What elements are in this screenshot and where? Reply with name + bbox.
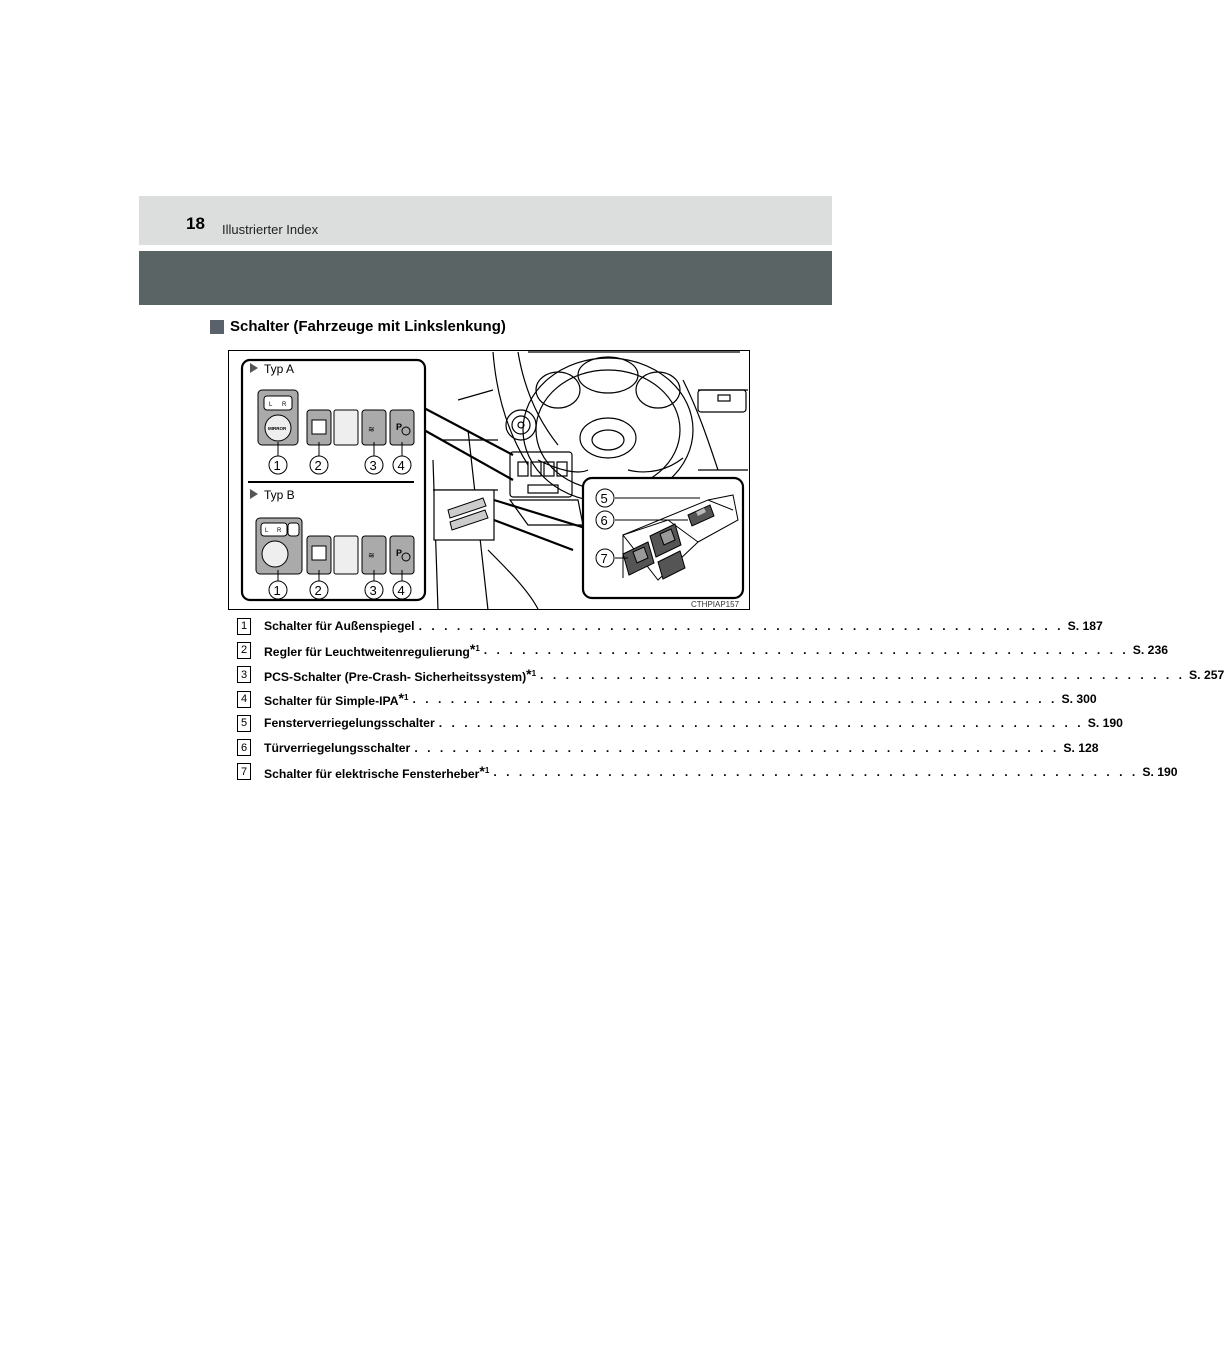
square-bullet-icon	[210, 320, 224, 334]
leader-dots: . . . . . . . . . . . . . . . . . . . . . . . . . . . . . . . . . . . . . . . . . . . . . . . . . . .	[412, 692, 1058, 707]
svg-text:4: 4	[397, 583, 405, 598]
svg-text:P: P	[396, 548, 403, 558]
item-number: 7	[237, 763, 251, 780]
item-number: 4	[237, 691, 251, 708]
figure-code: CTHPIAP157	[691, 600, 740, 609]
leader-dots: . . . . . . . . . . . . . . . . . . . . . . . . . . . . . . . . . . . . . . . . . . . . . . . . . . .	[438, 716, 1084, 731]
page-reference[interactable]: S. 190	[1142, 764, 1178, 779]
item-label: Schalter für Außenspiegel	[264, 619, 415, 634]
leader-dots: . . . . . . . . . . . . . . . . . . . . . . . . . . . . . . . . . . . . . . . . . . . . . . . . . . .	[540, 667, 1186, 682]
leader-dots: . . . . . . . . . . . . . . . . . . . . . . . . . . . . . . . . . . . . . . . . . . . . . . . . . . .	[483, 643, 1129, 658]
svg-text:R: R	[282, 402, 287, 408]
svg-text:6: 6	[600, 513, 608, 528]
page-reference[interactable]: S. 300	[1061, 692, 1097, 707]
list-item	[237, 760, 1178, 784]
typ-b-label: Typ B	[264, 488, 295, 502]
list-item	[237, 638, 1169, 662]
page-reference[interactable]: S. 187	[1067, 619, 1103, 634]
item-label: Regler für Leuchtweitenregulierung$^{*1}$	[264, 641, 480, 660]
svg-text:P: P	[396, 422, 403, 432]
header-band	[139, 251, 832, 305]
svg-text:2: 2	[314, 458, 322, 473]
list-item	[237, 614, 1103, 638]
item-number: 6	[237, 739, 251, 756]
svg-text:2: 2	[314, 583, 322, 598]
page-number: 18	[186, 214, 205, 233]
item-label: PCS-Schalter (Pre-Crash- Sicherheitssystem)$^{*1}$	[264, 665, 537, 684]
mirror-label: MIRROR	[268, 426, 287, 431]
item-number: 3	[237, 666, 251, 683]
svg-text:1: 1	[273, 583, 281, 598]
svg-text:R: R	[277, 528, 282, 534]
switch-illustration	[228, 350, 750, 610]
list-item	[237, 735, 1099, 759]
svg-text:L: L	[269, 402, 273, 408]
typ-a-label: Typ A	[264, 362, 295, 376]
section-heading	[210, 318, 506, 335]
leader-dots: . . . . . . . . . . . . . . . . . . . . . . . . . . . . . . . . . . . . . . . . . . . . . . . . . . .	[418, 619, 1064, 634]
svg-text:3: 3	[369, 583, 377, 598]
svg-text:≋: ≋	[368, 551, 375, 560]
item-label: Fensterverriegelungsschalter	[264, 716, 435, 731]
list-item	[237, 663, 1224, 687]
item-label: Schalter für elektrische Fensterheber$^{*1}$	[264, 762, 490, 781]
svg-text:≋: ≋	[368, 425, 375, 434]
svg-text:7: 7	[600, 551, 608, 566]
item-label: Türverriegelungsschalter	[264, 740, 411, 755]
index-list	[237, 614, 1224, 784]
leader-dots: . . . . . . . . . . . . . . . . . . . . . . . . . . . . . . . . . . . . . . . . . . . . . . . . . . .	[414, 740, 1060, 755]
page-reference[interactable]: S. 257	[1189, 667, 1224, 682]
running-title: Illustrierter Index	[222, 222, 319, 237]
item-number: 1	[237, 618, 251, 635]
list-item	[237, 687, 1097, 711]
section-title: Schalter (Fahrzeuge mit Linkslenkung)	[230, 318, 506, 335]
item-number: 2	[237, 642, 251, 659]
list-item	[237, 711, 1123, 735]
svg-text:5: 5	[600, 491, 608, 506]
svg-text:3: 3	[369, 458, 377, 473]
svg-text:4: 4	[397, 458, 405, 473]
page-reference[interactable]: S. 128	[1063, 740, 1099, 755]
page-reference[interactable]: S. 236	[1132, 643, 1169, 658]
svg-text:L: L	[265, 528, 269, 534]
svg-text:1: 1	[273, 458, 281, 473]
header-bar	[139, 196, 832, 245]
item-label: Schalter für Simple-IPA$^{*1}$	[264, 690, 409, 709]
door-switch-inset	[434, 490, 494, 540]
leader-dots: . . . . . . . . . . . . . . . . . . . . . . . . . . . . . . . . . . . . . . . . . . . . . . . . . . .	[493, 764, 1139, 779]
item-number: 5	[237, 715, 251, 732]
page-reference[interactable]: S. 190	[1087, 716, 1123, 731]
